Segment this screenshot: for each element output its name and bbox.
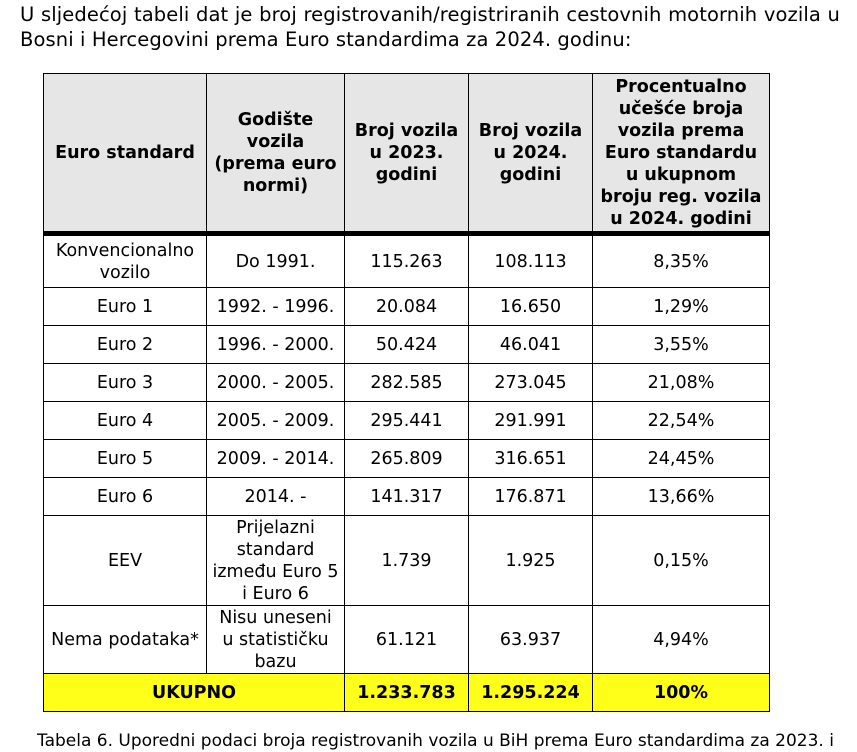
cell-pct: 21,08%: [593, 364, 770, 402]
table-header-row: [44, 74, 770, 234]
cell-standard: Euro 2: [44, 326, 207, 364]
cell-2023: 295.441: [345, 402, 469, 440]
cell-2024: 273.045: [469, 364, 593, 402]
cell-godiste: 2014. -: [207, 478, 345, 516]
cell-2023: 20.084: [345, 288, 469, 326]
cell-godiste: 1996. - 2000.: [207, 326, 345, 364]
cell-2024: 1.925: [469, 516, 593, 606]
cell-pct: 8,35%: [593, 234, 770, 288]
cell-2024: 291.991: [469, 402, 593, 440]
cell-2023: 61.121: [345, 606, 469, 674]
cell-standard: EEV: [44, 516, 207, 606]
cell-2024: 46.041: [469, 326, 593, 364]
cell-2024: 16.650: [469, 288, 593, 326]
cell-godiste: Do 1991.: [207, 234, 345, 288]
header-broj-2023: Broj vozila u 2023. godini: [345, 74, 469, 234]
table-row: [44, 606, 770, 674]
cell-standard: Euro 5: [44, 440, 207, 478]
cell-godiste: Nisu uneseni u statističku bazu: [207, 606, 345, 674]
cell-2023: 50.424: [345, 326, 469, 364]
header-broj-2024: Broj vozila u 2024. godini: [469, 74, 593, 234]
cell-pct: 24,45%: [593, 440, 770, 478]
table-row: [44, 288, 770, 326]
cell-pct: 0,15%: [593, 516, 770, 606]
table-row: [44, 326, 770, 364]
cell-standard: Euro 6: [44, 478, 207, 516]
cell-pct: 3,55%: [593, 326, 770, 364]
cell-standard: Euro 3: [44, 364, 207, 402]
cell-2023: 265.809: [345, 440, 469, 478]
cell-godiste: 2009. - 2014.: [207, 440, 345, 478]
intro-paragraph: U sljedećoj tabeli dat je broj registrovanih/registriranih cestovnih motornih vozila u Bosni i Hercegovini prema Euro standardima za 2024. godinu:: [20, 3, 840, 51]
header-euro-standard: Euro standard: [44, 74, 207, 234]
table-row: [44, 234, 770, 288]
table-row: [44, 516, 770, 606]
cell-godiste: Prijelazni standard između Euro 5 i Euro 6: [207, 516, 345, 606]
cell-godiste: 2005. - 2009.: [207, 402, 345, 440]
cell-2023: 1.739: [345, 516, 469, 606]
cell-standard: Konvencionalno vozilo: [44, 234, 207, 288]
euro-standard-table: [43, 73, 770, 712]
cell-standard: Euro 4: [44, 402, 207, 440]
table-total-row: [44, 674, 770, 712]
table-caption: Tabela 6. Uporedni podaci broja registrovanih vozila u BiH prema Euro standardima za 2023. i: [37, 731, 834, 751]
total-2024: 1.295.224: [469, 674, 593, 712]
table-row: [44, 402, 770, 440]
cell-2024: 316.651: [469, 440, 593, 478]
total-label: UKUPNO: [44, 674, 345, 712]
cell-godiste: 1992. - 1996.: [207, 288, 345, 326]
cell-2023: 115.263: [345, 234, 469, 288]
total-pct: 100%: [593, 674, 770, 712]
table-row: [44, 478, 770, 516]
cell-pct: 4,94%: [593, 606, 770, 674]
total-2023: 1.233.783: [345, 674, 469, 712]
cell-2024: 176.871: [469, 478, 593, 516]
cell-2023: 282.585: [345, 364, 469, 402]
table-row: [44, 440, 770, 478]
header-godiste: Godište vozila (prema euro normi): [207, 74, 345, 234]
table-row: [44, 364, 770, 402]
header-procenat: Procentualno učešće broja vozila prema Euro standardu u ukupnom broju reg. vozila u 2024. godini: [593, 74, 770, 234]
cell-standard: Nema podataka*: [44, 606, 207, 674]
cell-pct: 1,29%: [593, 288, 770, 326]
cell-2024: 108.113: [469, 234, 593, 288]
cell-godiste: 2000. - 2005.: [207, 364, 345, 402]
cell-pct: 13,66%: [593, 478, 770, 516]
cell-2023: 141.317: [345, 478, 469, 516]
cell-standard: Euro 1: [44, 288, 207, 326]
cell-2024: 63.937: [469, 606, 593, 674]
cell-pct: 22,54%: [593, 402, 770, 440]
